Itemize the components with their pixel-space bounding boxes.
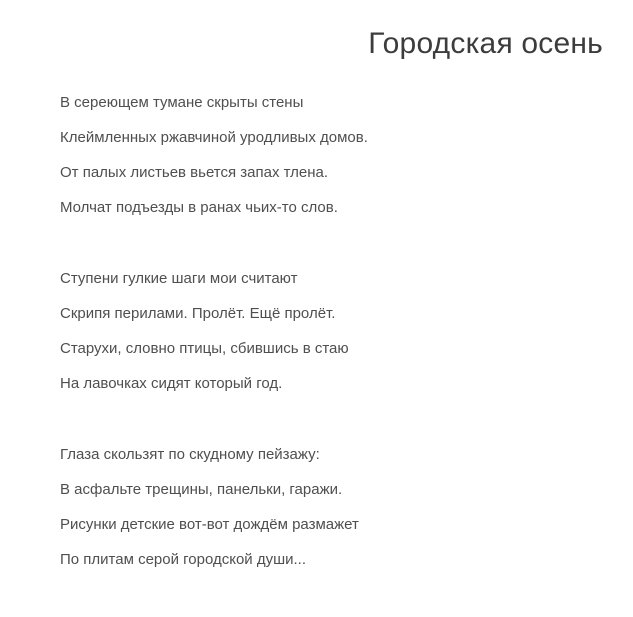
poem-body — [0, 63, 633, 577]
page-title: Городская осень — [368, 27, 603, 60]
stanza — [60, 261, 633, 401]
poem-line: На лавочках сидят который год. — [60, 375, 283, 392]
stanza — [60, 85, 633, 225]
poem-line: От палых листьев вьется запах тлена. — [60, 164, 329, 181]
poem-line: Рисунки детские вот-вот дождём размажет — [60, 516, 359, 533]
poem-line: Скрипя перилами. Пролёт. Ещё пролёт. — [60, 305, 336, 322]
stanza — [60, 437, 633, 577]
poem-line: По плитам серой городской души... — [60, 551, 307, 568]
poem-line: В сереющем тумане скрыты стены — [60, 94, 304, 111]
poem-line: Клеймленных ржавчиной уродливых домов. — [60, 129, 368, 146]
poem-line: Старухи, словно птицы, сбившись в стаю — [60, 340, 349, 357]
poem-line: Ступени гулкие шаги мои считают — [60, 270, 298, 287]
poem-line: Молчат подъезды в ранах чьих-то слов. — [60, 199, 338, 216]
poem-line: Глаза скользят по скудному пейзажу: — [60, 446, 320, 463]
poem-line: В асфальте трещины, панельки, гаражи. — [60, 481, 343, 498]
